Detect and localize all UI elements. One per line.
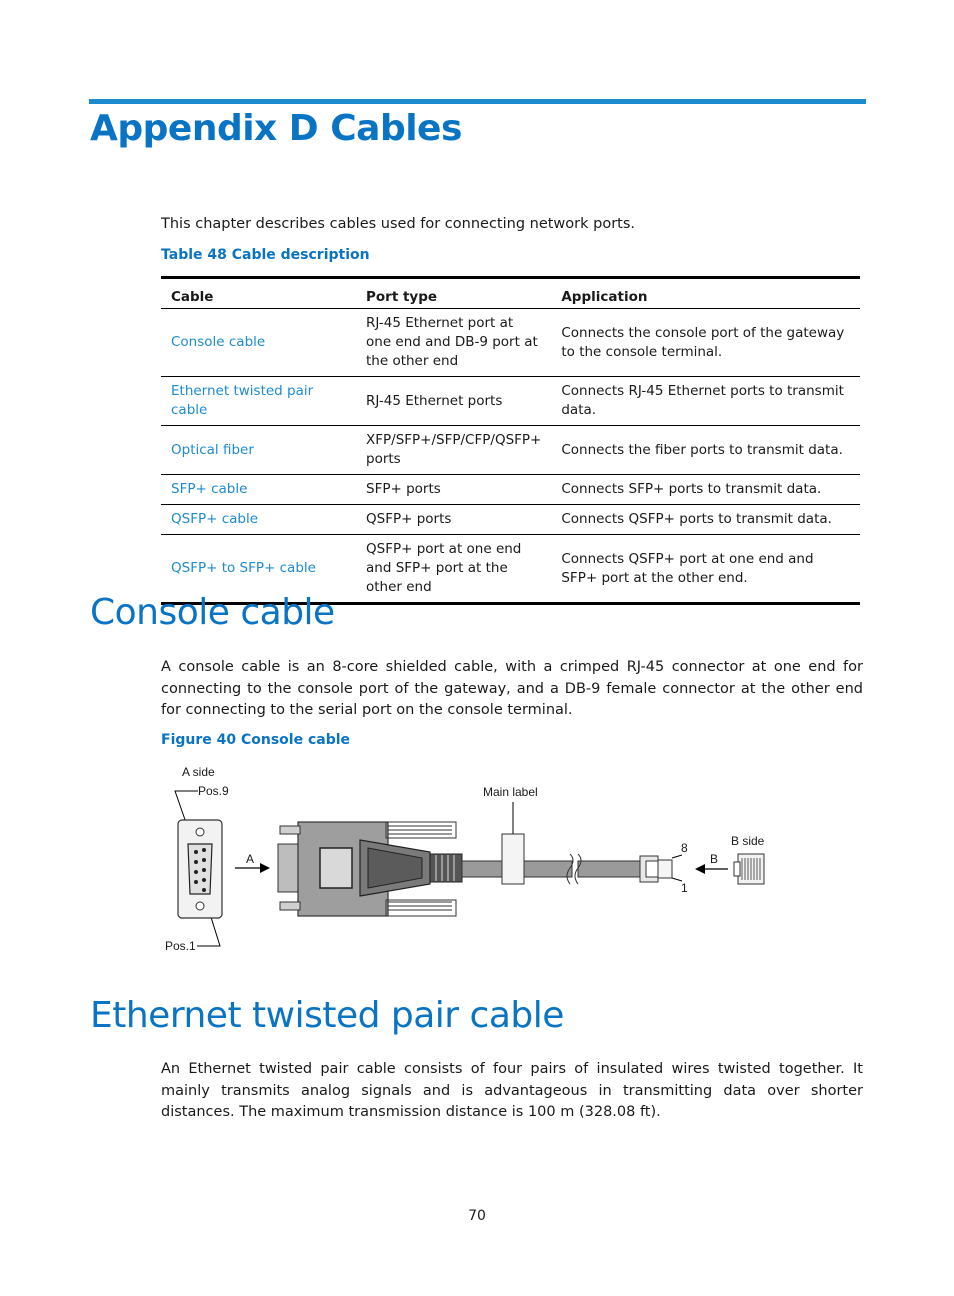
port-type-cell: QSFP+ port at one end and SFP+ port at the other end xyxy=(356,535,551,604)
main-label-text: Main label xyxy=(483,785,538,799)
pin1-label: 1 xyxy=(681,881,688,895)
application-cell: Connects RJ-45 Ethernet ports to transmit data. xyxy=(551,377,860,426)
a-side-label: A side xyxy=(182,765,215,779)
application-cell: Connects QSFP+ port at one end and SFP+ port at the other end. xyxy=(551,535,860,604)
table-caption: Table 48 Cable description xyxy=(161,247,370,263)
application-cell: Connects QSFP+ ports to transmit data. xyxy=(551,505,860,535)
cable-description-table xyxy=(161,276,860,605)
console-cable-heading: Console cable xyxy=(90,592,335,633)
a-label: A xyxy=(246,852,255,866)
table-row xyxy=(161,505,860,535)
port-type-cell: QSFP+ ports xyxy=(356,505,551,535)
table-row xyxy=(161,475,860,505)
header-port-type: Port type xyxy=(356,278,551,309)
cable-body xyxy=(462,802,640,884)
chapter-title: Appendix D Cables xyxy=(90,108,462,149)
db9-face-icon xyxy=(178,820,222,918)
rj45-face-icon xyxy=(734,854,764,884)
console-cable-figure xyxy=(160,760,780,960)
pos1-label: Pos.1 xyxy=(165,939,196,953)
application-cell: Connects SFP+ ports to transmit data. xyxy=(551,475,860,505)
b-label: B xyxy=(710,852,719,866)
cable-link-qsfp-to-sfp[interactable]: QSFP+ to SFP+ cable xyxy=(161,535,356,604)
application-cell: Connects the fiber ports to transmit data. xyxy=(551,426,860,475)
port-type-cell: XFP/SFP+/SFP/CFP/QSFP+ ports xyxy=(356,426,551,475)
cable-link-qsfp[interactable]: QSFP+ cable xyxy=(161,505,356,535)
pos9-label: Pos.9 xyxy=(198,784,229,798)
cable-link-optical-fiber[interactable]: Optical fiber xyxy=(161,426,356,475)
table-row xyxy=(161,377,860,426)
port-type-cell: RJ-45 Ethernet port at one end and DB-9 port at the other end xyxy=(356,309,551,377)
cable-link-console[interactable]: Console cable xyxy=(161,309,356,377)
application-cell: Connects the console port of the gateway to the console terminal. xyxy=(551,309,860,377)
ethernet-cable-heading: Ethernet twisted pair cable xyxy=(90,995,564,1036)
rj45-connector-icon xyxy=(640,855,682,882)
page-number: 70 xyxy=(468,1208,486,1224)
pin8-label: 8 xyxy=(681,841,688,855)
figure-caption: Figure 40 Console cable xyxy=(161,732,351,748)
header-application: Application xyxy=(551,278,860,309)
table-header-row xyxy=(161,278,860,309)
header-cable: Cable xyxy=(161,278,356,309)
port-type-cell: RJ-45 Ethernet ports xyxy=(356,377,551,426)
intro-paragraph: This chapter describes cables used for connecting network ports. xyxy=(161,216,636,232)
db9-connector-icon xyxy=(278,822,462,916)
cable-link-sfp[interactable]: SFP+ cable xyxy=(161,475,356,505)
chapter-top-rule xyxy=(89,99,866,104)
main-label-tag xyxy=(502,834,524,884)
console-cable-paragraph: A console cable is an 8-core shielded cable, with a crimped RJ-45 connector at one end for connecting to the console port of the gateway, and a DB-9 female connector at the other end for connecting to the serial port on the console terminal. xyxy=(161,659,863,718)
ethernet-cable-paragraph: An Ethernet twisted pair cable consists of four pairs of insulated wires twisted together. It mainly transmits analog signals and is advantageous in transmitting data over shorter distances. The maximum transmission distance is 100 m (328.08 ft). xyxy=(161,1061,863,1120)
cable-link-ethernet[interactable]: Ethernet twisted pair cable xyxy=(161,377,356,426)
port-type-cell: SFP+ ports xyxy=(356,475,551,505)
table-row xyxy=(161,426,860,475)
b-side-label: B side xyxy=(731,834,765,848)
table-row xyxy=(161,309,860,377)
